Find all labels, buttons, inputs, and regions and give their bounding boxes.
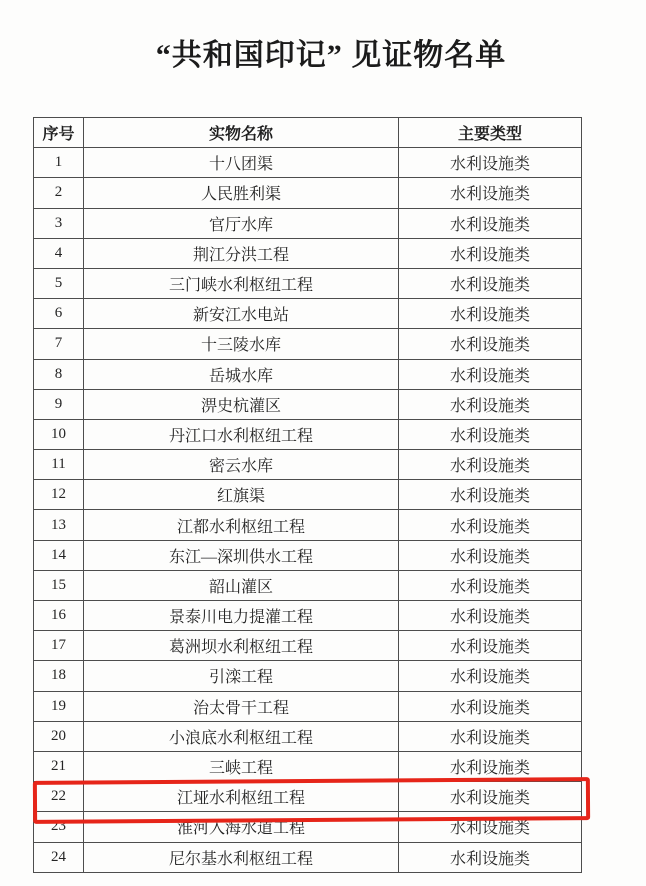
row-type: 水利设施类: [399, 389, 582, 419]
row-name: 小浪底水利枢纽工程: [84, 721, 399, 751]
row-number: 24: [34, 842, 84, 872]
row-number: 20: [34, 721, 84, 751]
row-name: 人民胜利渠: [84, 178, 399, 208]
row-name: 引滦工程: [84, 661, 399, 691]
row-number: 4: [34, 238, 84, 268]
row-type: 水利设施类: [399, 510, 582, 540]
row-name: 江都水利枢纽工程: [84, 510, 399, 540]
table-row: [34, 570, 582, 600]
row-name: 三峡工程: [84, 751, 399, 781]
row-name: 江垭水利枢纽工程: [84, 782, 399, 812]
row-type: 水利设施类: [399, 691, 582, 721]
table-body: [34, 148, 582, 873]
table-row: [34, 450, 582, 480]
col-header-name: 实物名称: [84, 118, 399, 148]
row-name: 荆江分洪工程: [84, 238, 399, 268]
row-name: 岳城水库: [84, 359, 399, 389]
row-type: 水利设施类: [399, 419, 582, 449]
table-row: [34, 419, 582, 449]
table-row: [34, 148, 582, 178]
table-row: [34, 751, 582, 781]
col-header-index: 序号: [34, 118, 84, 148]
row-number: 3: [34, 208, 84, 238]
table-row: [34, 812, 582, 842]
row-name: 十三陵水库: [84, 329, 399, 359]
table-row: [34, 268, 582, 298]
row-name: 淮河入海水道工程: [84, 812, 399, 842]
row-number: 17: [34, 631, 84, 661]
table-row: [34, 238, 582, 268]
table-row: [34, 389, 582, 419]
witness-table: [33, 117, 582, 873]
table-row: [34, 842, 582, 872]
table-row: [34, 480, 582, 510]
row-name: 丹江口水利枢纽工程: [84, 419, 399, 449]
row-number: 10: [34, 419, 84, 449]
table-row: [34, 510, 582, 540]
table-header-row: [34, 118, 582, 148]
row-type: 水利设施类: [399, 812, 582, 842]
row-type: 水利设施类: [399, 751, 582, 781]
row-number: 9: [34, 389, 84, 419]
row-type: 水利设施类: [399, 359, 582, 389]
row-name: 淠史杭灌区: [84, 389, 399, 419]
row-number: 6: [34, 299, 84, 329]
table-row: [34, 540, 582, 570]
row-name: 东江—深圳供水工程: [84, 540, 399, 570]
table-row: [34, 208, 582, 238]
row-type: 水利设施类: [399, 268, 582, 298]
row-name: 尼尔基水利枢纽工程: [84, 842, 399, 872]
row-number: 2: [34, 178, 84, 208]
row-name: 治太骨干工程: [84, 691, 399, 721]
row-type: 水利设施类: [399, 540, 582, 570]
row-name: 三门峡水利枢纽工程: [84, 268, 399, 298]
row-name: 红旗渠: [84, 480, 399, 510]
row-type: 水利设施类: [399, 299, 582, 329]
row-type: 水利设施类: [399, 238, 582, 268]
row-number: 11: [34, 450, 84, 480]
row-type: 水利设施类: [399, 480, 582, 510]
row-number: 22: [34, 782, 84, 812]
row-number: 8: [34, 359, 84, 389]
row-type: 水利设施类: [399, 329, 582, 359]
row-name: 密云水库: [84, 450, 399, 480]
row-number: 1: [34, 148, 84, 178]
row-type: 水利设施类: [399, 631, 582, 661]
row-type: 水利设施类: [399, 601, 582, 631]
row-number: 14: [34, 540, 84, 570]
row-number: 7: [34, 329, 84, 359]
row-type: 水利设施类: [399, 721, 582, 751]
table-row: [34, 661, 582, 691]
page-title: “共和国印记” 见证物名单: [155, 39, 507, 72]
table-row: [34, 631, 582, 661]
row-name: 十八团渠: [84, 148, 399, 178]
row-name: 新安江水电站: [84, 299, 399, 329]
row-type: 水利设施类: [399, 450, 582, 480]
row-name: 官厅水库: [84, 208, 399, 238]
table-row: [34, 721, 582, 751]
row-number: 12: [34, 480, 84, 510]
row-number: 19: [34, 691, 84, 721]
table-row: [34, 601, 582, 631]
row-type: 水利设施类: [399, 842, 582, 872]
row-type: 水利设施类: [399, 148, 582, 178]
row-type: 水利设施类: [399, 208, 582, 238]
row-number: 18: [34, 661, 84, 691]
row-number: 23: [34, 812, 84, 842]
table-row: [34, 329, 582, 359]
row-name: 韶山灌区: [84, 570, 399, 600]
row-type: 水利设施类: [399, 661, 582, 691]
row-number: 5: [34, 268, 84, 298]
table-row: [34, 359, 582, 389]
row-number: 21: [34, 751, 84, 781]
row-type: 水利设施类: [399, 178, 582, 208]
row-number: 13: [34, 510, 84, 540]
table-row: [34, 691, 582, 721]
table-row: [34, 782, 582, 812]
row-type: 水利设施类: [399, 570, 582, 600]
row-number: 16: [34, 601, 84, 631]
row-name: 葛洲坝水利枢纽工程: [84, 631, 399, 661]
table-row: [34, 178, 582, 208]
row-number: 15: [34, 570, 84, 600]
row-name: 景泰川电力提灌工程: [84, 601, 399, 631]
row-type: 水利设施类: [399, 782, 582, 812]
col-header-type: 主要类型: [399, 118, 582, 148]
table-row: [34, 299, 582, 329]
